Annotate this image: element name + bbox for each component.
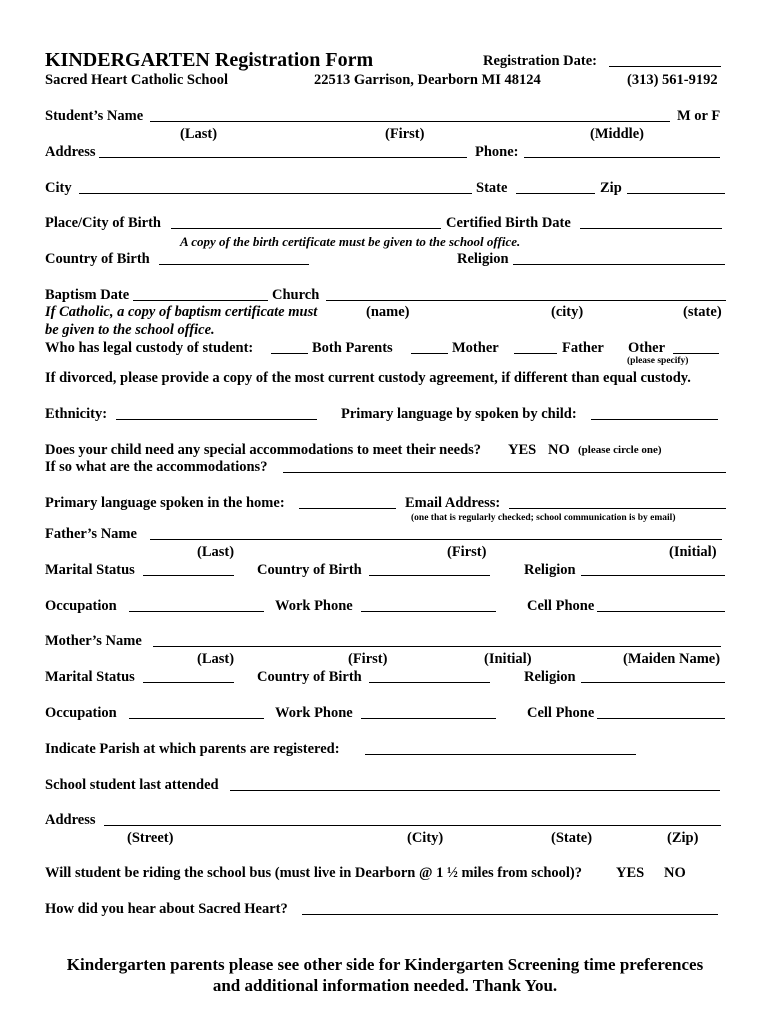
church-field[interactable]	[326, 300, 726, 301]
birth-certificate-note: A copy of the birth certificate must be given to the school office.	[180, 234, 521, 249]
footer-note-line-1: Kindergarten parents please see other side for Kindergarten Screening time preferences	[66, 955, 704, 974]
primary-language-home-field[interactable]	[299, 508, 396, 509]
gender-label: M or F	[677, 108, 721, 124]
mother-work-phone-label: Work Phone	[275, 705, 353, 721]
place-of-birth-label: Place/City of Birth	[45, 215, 161, 231]
last-school-label: School student last attended	[45, 777, 219, 793]
father-work-phone-label: Work Phone	[275, 598, 353, 614]
baptism-date-label: Baptism Date	[45, 287, 130, 303]
mother-religion-field[interactable]	[581, 682, 725, 683]
father-religion-field[interactable]	[581, 575, 725, 576]
bus-question: Will student be riding the school bus (must live in Dearborn @ 1 ½ miles from school)?	[45, 865, 582, 881]
mother-marital-status-label: Marital Status	[45, 669, 135, 685]
father-name-label: Father’s Name	[45, 526, 137, 542]
mother-first-caption: (First)	[348, 651, 388, 667]
mother-marital-status-field[interactable]	[143, 682, 234, 683]
city-label: City	[45, 180, 72, 196]
zip-label: Zip	[600, 180, 622, 196]
country-of-birth-field[interactable]	[159, 264, 309, 265]
father-occupation-label: Occupation	[45, 598, 117, 614]
other-custody-field[interactable]	[673, 353, 719, 354]
student-first-caption: (First)	[385, 126, 425, 142]
mother-custody-label: Mother	[452, 340, 499, 356]
father-last-caption: (Last)	[197, 544, 235, 560]
school-name: Sacred Heart Catholic School	[45, 72, 228, 88]
father-name-field[interactable]	[150, 539, 722, 540]
birth-date-field[interactable]	[580, 228, 722, 229]
zip-caption: (Zip)	[667, 830, 699, 846]
both-parents-field[interactable]	[271, 353, 308, 354]
baptism-date-field[interactable]	[133, 300, 268, 301]
religion-label: Religion	[457, 251, 509, 267]
church-name-caption: (name)	[366, 304, 410, 320]
form-title: KINDERGARTEN Registration Form	[45, 49, 374, 71]
mother-cell-phone-label: Cell Phone	[527, 705, 595, 721]
other-custody-label: Other	[628, 340, 666, 356]
both-parents-label: Both Parents	[312, 340, 393, 356]
accommodations-yes[interactable]: YES	[508, 442, 537, 458]
student-address-label: Address	[45, 144, 96, 160]
hear-about-field[interactable]	[302, 914, 718, 915]
father-cell-phone-field[interactable]	[597, 611, 725, 612]
parish-label: Indicate Parish at which parents are registered:	[45, 741, 340, 757]
father-first-caption: (First)	[447, 544, 487, 560]
registration-date-field[interactable]	[609, 66, 721, 67]
father-occupation-field[interactable]	[129, 611, 264, 612]
mother-last-caption: (Last)	[197, 651, 235, 667]
mother-name-field[interactable]	[153, 646, 721, 647]
accommodations-label: If so what are the accommodations?	[45, 459, 268, 475]
city-caption: (City)	[407, 830, 444, 846]
father-country-of-birth-label: Country of Birth	[257, 562, 362, 578]
accommodations-question: Does your child need any special accommodations to meet their needs?	[45, 442, 482, 458]
last-school-field[interactable]	[230, 790, 720, 791]
ethnicity-label: Ethnicity:	[45, 406, 108, 422]
mother-initial-caption: (Initial)	[484, 651, 532, 667]
school-address: 22513 Garrison, Dearborn MI 48124	[314, 72, 541, 88]
phone-field[interactable]	[524, 157, 720, 158]
mother-name-label: Mother’s Name	[45, 633, 142, 649]
mother-country-of-birth-label: Country of Birth	[257, 669, 362, 685]
student-name-label: Student’s Name	[45, 108, 144, 124]
accommodations-no[interactable]: NO	[548, 442, 570, 458]
state-field[interactable]	[516, 193, 595, 194]
hear-about-label: How did you hear about Sacred Heart?	[45, 901, 288, 917]
email-note: (one that is regularly checked; school communication is by email)	[411, 513, 676, 523]
circle-one-caption: (please circle one)	[578, 444, 662, 456]
mother-maiden-caption: (Maiden Name)	[623, 651, 721, 667]
mother-occupation-label: Occupation	[45, 705, 117, 721]
city-field[interactable]	[79, 193, 472, 194]
church-city-caption: (city)	[551, 304, 584, 320]
father-initial-caption: (Initial)	[669, 544, 717, 560]
primary-language-child-field[interactable]	[591, 419, 718, 420]
school-phone: (313) 561-9192	[627, 72, 718, 88]
father-marital-status-label: Marital Status	[45, 562, 135, 578]
mother-occupation-field[interactable]	[129, 718, 264, 719]
mother-cell-phone-field[interactable]	[597, 718, 725, 719]
birth-date-label: Certified Birth Date	[446, 215, 571, 231]
state-caption: (State)	[551, 830, 593, 846]
place-of-birth-field[interactable]	[171, 228, 441, 229]
accommodations-field[interactable]	[283, 472, 726, 473]
bus-yes[interactable]: YES	[616, 865, 645, 881]
student-middle-caption: (Middle)	[590, 126, 644, 142]
mother-religion-label: Religion	[524, 669, 576, 685]
custody-label: Who has legal custody of student:	[45, 340, 254, 356]
ethnicity-field[interactable]	[116, 419, 317, 420]
father-custody-label: Father	[562, 340, 604, 356]
footer-note-line-2: and additional information needed. Thank You.	[212, 976, 558, 995]
street-caption: (Street)	[127, 830, 174, 846]
mother-work-phone-field[interactable]	[361, 718, 496, 719]
religion-field[interactable]	[513, 264, 725, 265]
email-label: Email Address:	[405, 495, 501, 511]
father-religion-label: Religion	[524, 562, 576, 578]
last-school-address-label: Address	[45, 812, 96, 828]
father-country-of-birth-field[interactable]	[369, 575, 490, 576]
church-label: Church	[272, 287, 320, 303]
divorced-note: If divorced, please provide a copy of the most current custody agreement, if different than equal custody.	[45, 370, 691, 386]
please-specify-caption: (please specify)	[627, 356, 689, 366]
mother-country-of-birth-field[interactable]	[369, 682, 490, 683]
mother-custody-field[interactable]	[411, 353, 448, 354]
state-label: State	[476, 180, 508, 196]
catholic-note: If Catholic, a copy of baptism certificate must	[45, 304, 318, 320]
phone-label: Phone:	[475, 144, 519, 160]
primary-language-home-label: Primary language spoken in the home:	[45, 495, 285, 511]
last-school-address-field[interactable]	[104, 825, 721, 826]
zip-field[interactable]	[627, 193, 725, 194]
bus-no[interactable]: NO	[664, 865, 686, 881]
student-last-caption: (Last)	[180, 126, 218, 142]
father-work-phone-field[interactable]	[361, 611, 496, 612]
father-cell-phone-label: Cell Phone	[527, 598, 595, 614]
registration-date-label: Registration Date:	[483, 53, 597, 69]
student-address-field[interactable]	[99, 157, 467, 158]
father-marital-status-field[interactable]	[143, 575, 234, 576]
church-state-caption: (state)	[683, 304, 722, 320]
primary-language-child-label: Primary language by spoken by child:	[341, 406, 577, 422]
catholic-note-continued: be given to the school office.	[45, 322, 215, 338]
email-field[interactable]	[509, 508, 726, 509]
father-custody-field[interactable]	[514, 353, 557, 354]
student-name-field[interactable]	[150, 121, 670, 122]
country-of-birth-label: Country of Birth	[45, 251, 150, 267]
parish-field[interactable]	[365, 754, 636, 755]
